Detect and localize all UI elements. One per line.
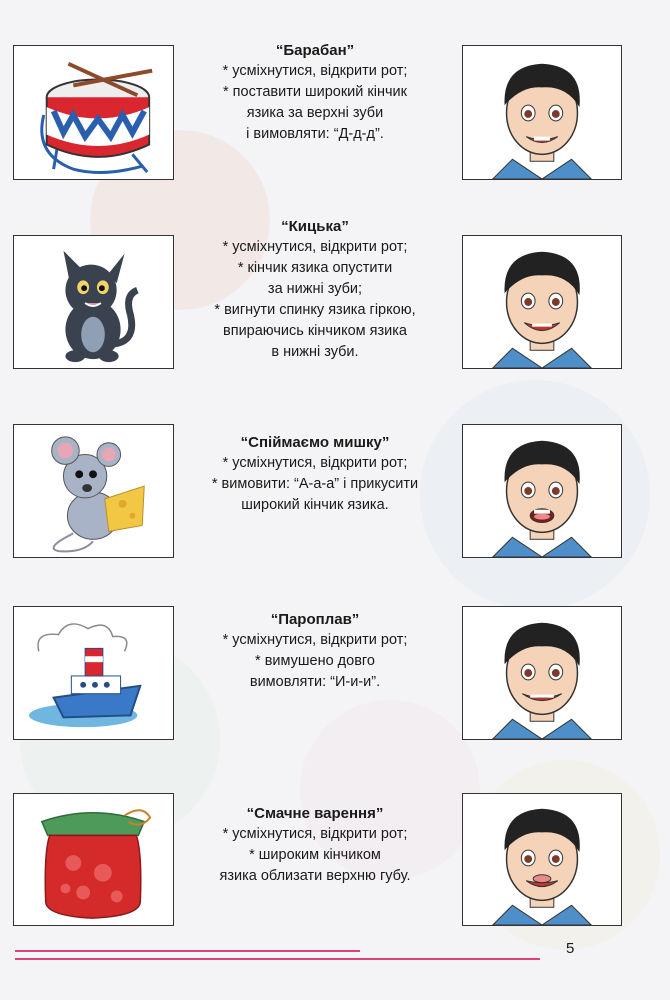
footer-divider-long bbox=[15, 958, 540, 960]
mouse-icon bbox=[14, 425, 173, 557]
face-smile-icon bbox=[463, 607, 621, 739]
instruction-line: впираючись кінчиком язика bbox=[223, 323, 407, 339]
instruction-line: * усміхнутися, відкрити рот; bbox=[222, 239, 408, 255]
instruction-line: * вимушено довго bbox=[255, 653, 375, 669]
jam-jar-picture bbox=[13, 793, 174, 926]
instruction-line: широкий кінчик язика. bbox=[241, 497, 389, 513]
face-teeth-icon bbox=[463, 46, 621, 179]
steamboat-picture bbox=[13, 606, 174, 740]
instruction-line: * усміхнутися, відкрити рот; bbox=[222, 455, 408, 471]
instruction-line: вимовляти: “И-и-и”. bbox=[249, 674, 381, 690]
instruction-line: * вимовити: “А-а-а” і прикусити bbox=[211, 476, 419, 492]
instruction-line: язика за верхні зуби bbox=[246, 105, 384, 121]
mouse-picture bbox=[13, 424, 174, 558]
instruction-line: язика облизати верхню губу. bbox=[219, 868, 411, 884]
cat-picture bbox=[13, 235, 174, 369]
instruction-line: * широким кінчиком bbox=[249, 847, 381, 863]
instruction-line: * усміхнутися, відкрити рот; bbox=[222, 826, 408, 842]
steamboat-icon bbox=[14, 607, 173, 739]
face-picture bbox=[462, 793, 622, 926]
instruction-line: * усміхнутися, відкрити рот; bbox=[222, 632, 408, 648]
face-picture bbox=[462, 235, 622, 369]
face-picture bbox=[462, 606, 622, 740]
exercise-title: “Спіймаємо мишку” bbox=[240, 434, 390, 451]
instruction-line: в нижні зуби. bbox=[271, 344, 359, 360]
face-picture bbox=[462, 424, 622, 558]
cat-icon bbox=[14, 236, 173, 368]
instruction-line: * кінчик язика опустити bbox=[237, 260, 393, 276]
instruction-line: і вимовляти: “Д-д-д”. bbox=[246, 126, 384, 142]
face-lick-icon bbox=[463, 794, 621, 925]
exercise-title: “Кицька” bbox=[281, 218, 349, 235]
exercise-title: “Пароплав” bbox=[270, 611, 360, 628]
face-smile-icon bbox=[463, 236, 621, 368]
jam-jar-icon bbox=[14, 794, 173, 925]
page-number: 5 bbox=[566, 940, 575, 957]
exercise-title: “Барабан” bbox=[275, 42, 355, 59]
face-picture bbox=[462, 45, 622, 180]
instruction-line: * вигнути спинку язика гіркою, bbox=[214, 302, 416, 318]
instruction-line: за нижні зуби; bbox=[267, 281, 363, 297]
exercise-title: “Смачне варення” bbox=[246, 805, 384, 822]
footer-divider-short bbox=[15, 950, 360, 952]
instruction-line: * усміхнутися, відкрити рот; bbox=[222, 63, 408, 79]
drum-icon bbox=[14, 46, 173, 179]
instruction-line: * поставити широкий кінчик bbox=[223, 84, 407, 100]
drum-picture bbox=[13, 45, 174, 180]
face-bite-icon bbox=[463, 425, 621, 557]
